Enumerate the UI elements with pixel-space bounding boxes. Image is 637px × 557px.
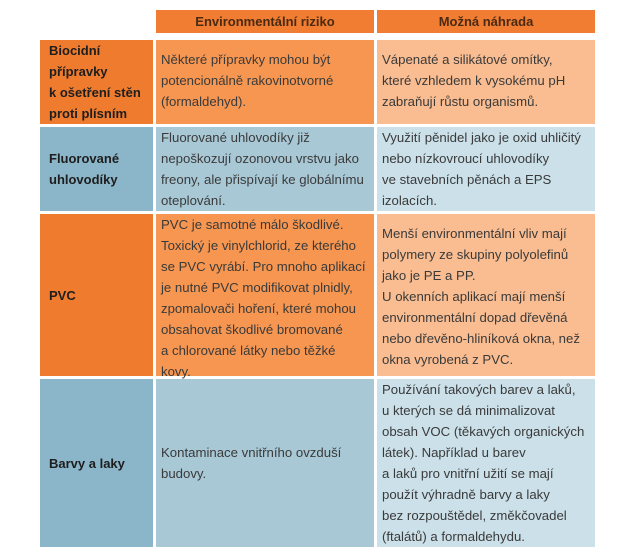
risk-text: Kontaminace vnitřního ovzduší budovy.	[161, 445, 342, 481]
alternative-cell-paints	[377, 379, 595, 547]
risk-cell-fluorocarbons	[156, 127, 374, 211]
risk-cell-pvc	[156, 214, 374, 379]
row-category-fluorocarbons	[40, 127, 153, 211]
row-category-pvc	[40, 214, 153, 376]
risk-text: Fluorované uhlovodíky již nepoškozují ozonovou vrstvu jako freony, ale přispívají ke globálnímu oteplování.	[161, 130, 364, 208]
alternative-cell-fluorocarbons	[377, 127, 595, 211]
row-category-biocides	[40, 40, 153, 124]
header-risk: Environmentální riziko	[156, 10, 374, 33]
category-label: Biocidní přípravky k ošetření stěn proti plísním	[49, 43, 141, 121]
risk-cell-biocides	[156, 40, 374, 124]
alternative-cell-biocides	[377, 40, 595, 124]
alternative-text: Používání takových barev a laků, u kterých se dá minimalizovat obsah VOC (těkavých organických látek). Například u barev a laků pro vnitřní užití se mají použít výhradně barvy a laky bez rozpouštědel, změkčovadel (ftalátů) a formaldehydu.	[382, 382, 585, 544]
category-label: Barvy a laky	[49, 455, 125, 471]
alternative-cell-pvc	[377, 214, 595, 376]
risk-text: PVC je samotné málo škodlivé. Toxický je vinylchlorid, ze kterého se PVC vyrábí. Pro mnoho aplikací je nutné PVC modifikovat plnidly, zpomalovači hoření, které mohou obsahovat škodlivé bromované a chlorované látky nebo těžké kovy.	[161, 217, 366, 379]
alternative-text: Menší environmentální vliv mají polymery ze skupiny polyolefinů jako je PE a PP. U okenních aplikací mají menší environmentální dopad dřevěná nebo dřevěno-hliníková okna, než okna vyrobená z PVC.	[382, 226, 580, 367]
row-category-paints	[40, 379, 153, 547]
risk-cell-paints	[156, 379, 374, 547]
alternative-text: Využití pěnidel jako je oxid uhličitý nebo nízkovroucí uhlovodíky ve stavebních pěnách a EPS izolacích.	[382, 130, 581, 208]
alternative-text: Vápenaté a silikátové omítky, které vzhledem k vysokému pH zabraňují růstu organismů.	[382, 52, 566, 109]
category-label: PVC	[49, 287, 76, 303]
header-alternative: Možná náhrada	[377, 10, 595, 33]
risk-text: Některé přípravky mohou být potencionálně rakovinotvorné (formaldehyd).	[161, 52, 334, 109]
category-label: Fluorované uhlovodíky	[49, 151, 120, 187]
